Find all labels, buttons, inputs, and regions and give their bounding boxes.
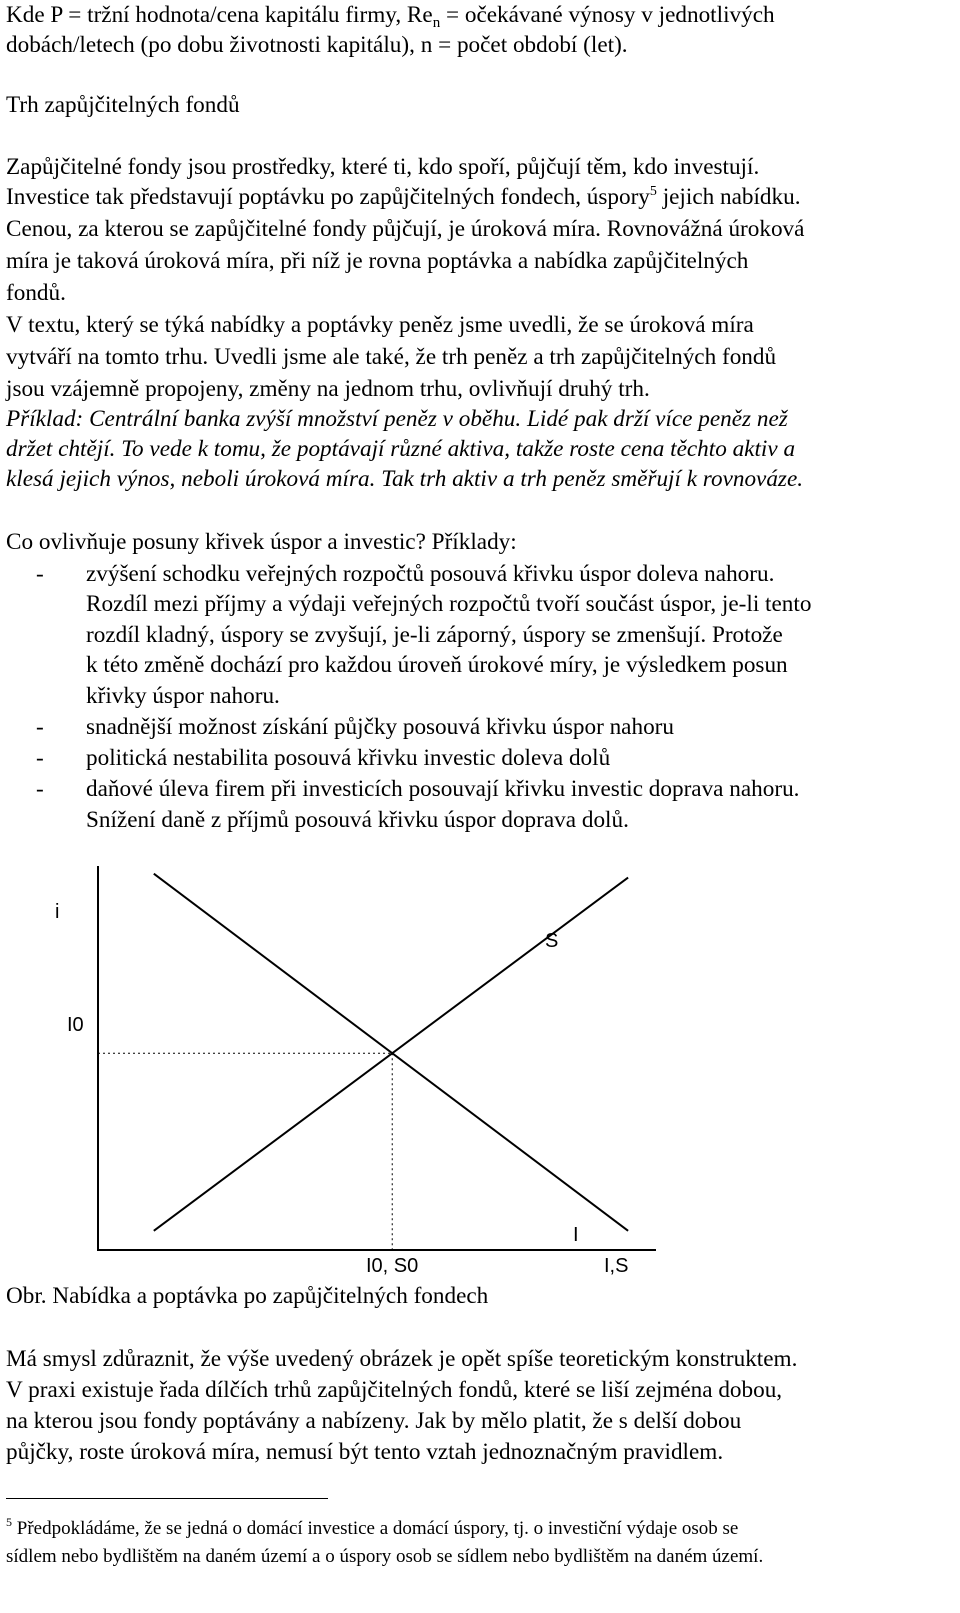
para-line-8: jsou vzájemně propojeny, změny na jednom trhu, ovlivňují druhý trh.	[6, 376, 650, 402]
figure-caption: Obr. Nabídka a poptávka po zapůjčitelných fondech	[6, 1283, 489, 1309]
list-item-4-line-2: Snížení daně z příjmů posouvá křivku úspor doprava dolů.	[86, 807, 629, 833]
intro-line-2: dobách/letech (po dobu životnosti kapitálu), n = počet období (let).	[6, 32, 628, 58]
footnote-text-1: Předpokládáme, že se jedná o domácí investice a domácí úspory, tj. o investiční výdaje osob se	[12, 1518, 739, 1539]
closing-line-1: Má smysl zdůraznit, že výše uvedený obrázek je opět spíše teoretickým konstruktem.	[6, 1346, 798, 1372]
intro-text-b: = očekávané výnosy v jednotlivých	[440, 2, 775, 28]
y-axis-label: i	[55, 901, 60, 923]
list-dash-1: -	[36, 561, 44, 587]
list-item-1-line-2: Rozdíl mezi příjmy a výdaji veřejných rozpočtů tvoří součást úspor, je-li tento	[86, 591, 812, 617]
list-item-1-line-3: rozdíl kladný, úspory se zvyšují, je-li záporný, úspory se zmenšují. Protože	[86, 622, 783, 648]
section-heading: Trh zapůjčitelných fondů	[6, 92, 240, 118]
intro-text-a: Kde P = tržní hodnota/cena kapitálu firmy, Re	[6, 2, 433, 28]
equilibrium-rate-label: I0	[67, 1014, 84, 1036]
closing-line-4: půjčky, roste úroková míra, nemusí být tento vztah jednoznačným pravidlem.	[6, 1439, 724, 1465]
para-line-5: fondů.	[6, 280, 66, 306]
list-item-3: politická nestabilita posouvá křivku investic doleva dolů	[86, 745, 611, 771]
footnote-ref: 5	[649, 184, 657, 199]
shifts-question: Co ovlivňuje posuny křivek úspor a investic? Příklady:	[6, 529, 517, 555]
footnote-divider	[6, 1498, 328, 1499]
equilibrium-quantity-label: I0, S0	[366, 1255, 419, 1277]
closing-line-2: V praxi existuje řada dílčích trhů zapůjčitelných fondů, které se liší zejména dobou,	[6, 1377, 783, 1403]
x-axis-label: I,S	[604, 1255, 629, 1277]
example-line-3: klesá jejich výnos, neboli úroková míra. Tak trh aktiv a trh peněz směřují k rovnováze.	[6, 466, 804, 492]
list-dash-2: -	[36, 714, 44, 740]
list-item-4-line-1: daňové úleva firem při investicích posouvají křivku investic doprava nahoru.	[86, 776, 800, 802]
investment-curve-label: I	[573, 1224, 579, 1246]
para-line-2-b: jejich nabídku.	[656, 184, 801, 210]
para-line-6: V textu, který se týká nabídky a poptávky peněz jsme uvedli, že se úroková míra	[6, 312, 754, 338]
footnote-line-2: sídlem nebo bydlištěm na daném území a o úspory osob se sídlem nebo bydlištěm na daném území.	[6, 1546, 764, 1567]
list-dash-3: -	[36, 745, 44, 771]
list-item-1-line-4: k této změně dochází pro každou úroveň úrokové míry, je výsledkem posun	[86, 652, 788, 678]
para-line-7: vytváří na tomto trhu. Uvedli jsme ale také, že trh peněz a trh zapůjčitelných fondů	[6, 344, 777, 370]
footnote-line-1	[6, 1515, 739, 1539]
list-item-1-line-5: křivky úspor nahoru.	[86, 683, 280, 709]
list-item-1-line-1: zvýšení schodku veřejných rozpočtů posouvá křivku úspor doleva nahoru.	[86, 561, 775, 587]
example-line-2: držet chtějí. To vede k tomu, že poptávají různé aktiva, takže roste cena těchto aktiv a	[6, 436, 796, 462]
savings-curve-label: S	[545, 930, 559, 952]
closing-line-3: na kterou jsou fondy poptávány a nabízeny. Jak by mělo platit, že s delší dobou	[6, 1408, 742, 1434]
example-line-1: Příklad: Centrální banka zvýší množství peněz v oběhu. Lidé pak drží více peněz než	[6, 406, 788, 432]
footnote-number: 5	[6, 1515, 12, 1529]
para-line-1: Zapůjčitelné fondy jsou prostředky, které ti, kdo spoří, půjčují těm, kdo investují.	[6, 154, 760, 180]
intro-subscript: n	[432, 15, 441, 31]
para-line-2-a: Investice tak představují poptávku po zapůjčitelných fondech, úspory	[6, 184, 650, 210]
list-dash-4: -	[36, 776, 44, 802]
list-item-2: snadnější možnost získání půjčky posouvá křivku úspor nahoru	[86, 714, 674, 740]
para-line-3: Cenou, za kterou se zapůjčitelné fondy půjčují, je úroková míra. Rovnovážná úroková	[6, 216, 805, 242]
para-line-4: míra je taková úroková míra, při níž je rovna poptávka a nabídka zapůjčitelných	[6, 248, 749, 274]
